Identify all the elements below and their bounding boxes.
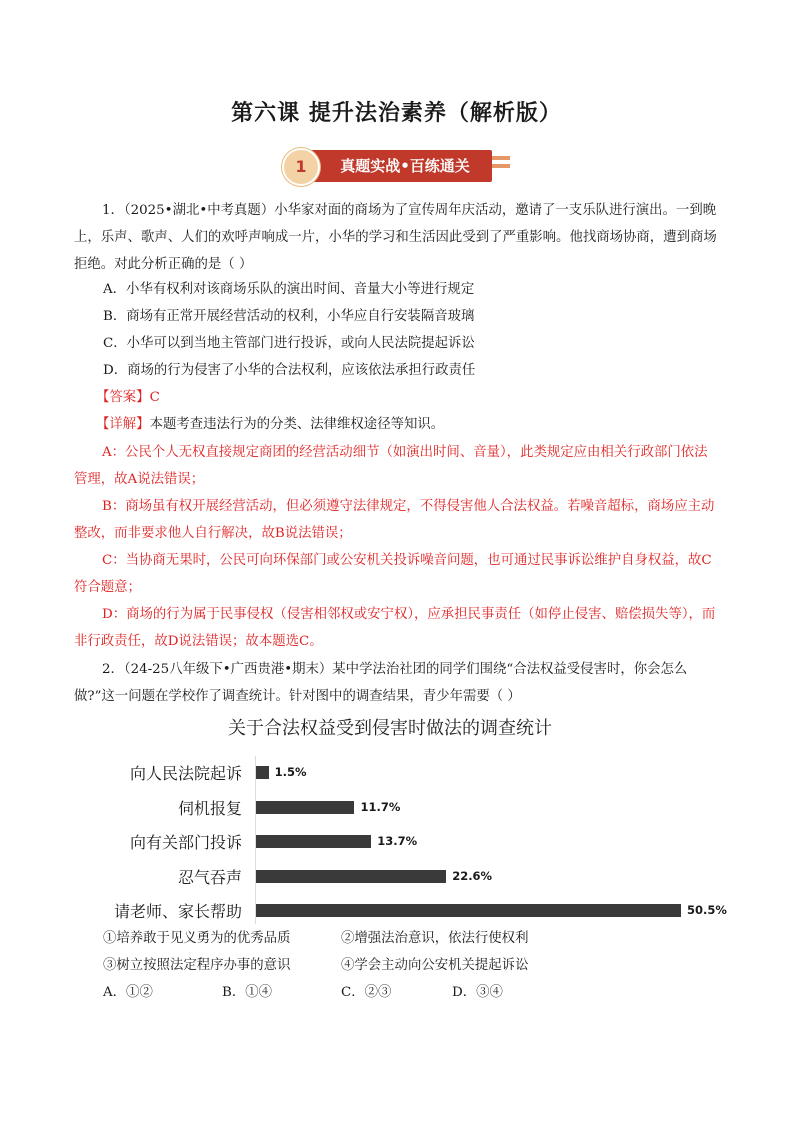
section-banner (282, 146, 512, 186)
q2-statement-3: ③树立按照法定程序办事的意识 (103, 958, 291, 973)
chart-bar (256, 801, 354, 814)
detail-tag: 【详解】 (96, 417, 150, 432)
detail-intro: 本题考查违法行为的分类、法律维权途径等知识。 (149, 417, 445, 432)
chart-category-label: 伺机报复 (177, 798, 242, 818)
q2-choice-d: D．③④ (452, 985, 503, 1000)
q1-option-b: B．商场有正常开展经营活动的权利，小华应自行安装隔音玻璃 (103, 309, 475, 324)
banner-stripes-icon (492, 156, 510, 178)
answer-value: C (149, 390, 160, 405)
chart-category-label: 向人民法院起诉 (129, 764, 242, 783)
chart-category-label: 忍气吞声 (177, 867, 242, 887)
q2-statement-4: ④学会主动向公安机关提起诉讼 (341, 958, 529, 973)
q2-choice-b: B．①④ (222, 985, 273, 1000)
answer-tag: 【答案】 (96, 390, 150, 405)
q1-answer (96, 384, 160, 411)
q1-explanation-b: B：商场虽有权开展经营活动，但必须遵守法律规定，不得侵害他人合法权益。若噪音超标，商场应主动整改，而非要求他人自行解决，故B说法错误； (74, 499, 715, 541)
q1-detail (96, 411, 444, 438)
chart-value-label: 1.5% (274, 765, 307, 779)
q1-explanation-c: C：当协商无果时，公民可向环保部门或公安机关投诉噪音问题，也可通过民事诉讼维护自身权益，故C符合题意； (74, 553, 712, 595)
q2-stem: 2．（24-25八年级下•广西贵港•期末）某中学法治社团的同学们围绕“合法权益受侵害时，你会怎么做?”这一问题在学校作了调查统计。针对图中的调查结果，青少年需要（ ） (74, 662, 688, 704)
chart-value-label: 13.7% (377, 834, 418, 848)
banner-number-badge: 1 (282, 148, 320, 186)
chart-bar (256, 870, 446, 883)
q1-explanation-d: D：商场的行为属于民事侵权（侵害相邻权或安宁权），应承担民事责任（如停止侵害、赔偿损失等），而非行政责任，故D说法错误；故本题选C。 (74, 607, 716, 649)
chart-value-label: 11.7% (360, 799, 401, 814)
chart-value-label: 50.5% (687, 903, 727, 917)
chart-title: 关于合法权益受到侵害时做法的调查统计 (228, 718, 552, 739)
chart-category-label: 向有关部门投诉 (129, 833, 242, 852)
survey-bar-chart (100, 714, 727, 924)
q1-option-c: C．小华可以到当地主管部门进行投诉，或向人民法院提起诉讼 (103, 336, 475, 351)
q1-explanation-a: A：公民个人无权直接规定商团的经营活动细节（如演出时间、音量），此类规定应由相关行政部门依法管理，故A说法错误； (74, 445, 708, 487)
q2-statement-1: ①培养敢于见义勇为的优秀品质 (103, 931, 291, 946)
chart-value-label: 22.6% (452, 868, 493, 883)
page-title: 第六课 提升法治素养（解析版） (231, 101, 562, 126)
chart-category-label: 请老师、家长帮助 (113, 902, 242, 921)
chart-bar (256, 766, 269, 779)
chart-bar (256, 835, 371, 848)
q2-choice-c: C．②③ (341, 985, 392, 1000)
q1-option-d: D．商场的行为侵害了小华的合法权利，应该依法承担行政责任 (103, 363, 476, 378)
q1-option-a: A．小华有权利对该商场乐队的演出时间、音量大小等进行规定 (103, 282, 475, 297)
q1-stem: 1．（2025•湖北•中考真题）小华家对面的商场为了宣传周年庆活动，邀请了一支乐队进行演出。一到晚上，乐声、歌声、人们的欢呼声响成一片，小华的学习和生活因此受到了严重影响。他找商场协商，遭到商场拒绝。对此分析正确的是（ ） (74, 203, 717, 272)
q2-statement-2: ②增强法治意识，依法行使权利 (341, 931, 529, 946)
chart-bar (256, 904, 681, 917)
q2-choice-a: A．①② (103, 985, 153, 1000)
banner-label: 真题实战•百练通关 (340, 157, 470, 175)
